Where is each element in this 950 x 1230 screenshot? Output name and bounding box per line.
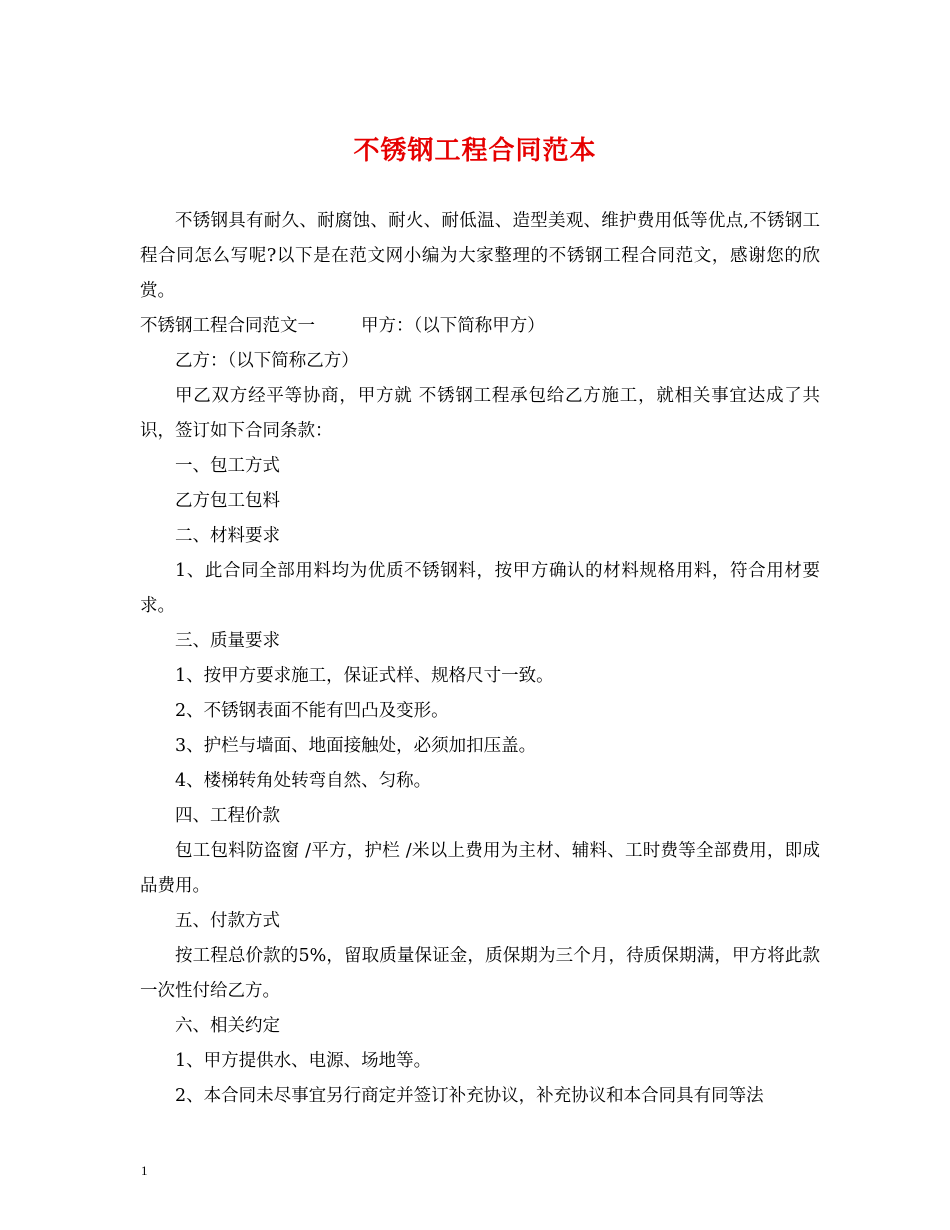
clause3-item4: 4、楼梯转角处转弯自然、匀称。: [175, 771, 432, 791]
clause6-item1: 1、甲方提供水、电源、场地等。: [175, 1051, 432, 1071]
clause4-text: 包工包料防盗窗 /平方，护栏 /米以上费用为主材、辅料、工时费等全部费用，即成品费用。: [140, 841, 820, 896]
clause5-heading: 五、付款方式: [175, 911, 280, 931]
clause3-item3: 3、护栏与墙面、地面接触处，必须加扣压盖。: [175, 736, 537, 756]
clause4-heading: 四、工程价款: [175, 806, 280, 826]
document-body: [140, 204, 820, 1114]
intro-paragraph: 不锈钢具有耐久、耐腐蚀、耐火、耐低温、造型美观、维护费用低等优点,不锈钢工程合同怎么写呢?以下是在范文网小编为大家整理的不锈钢工程合同范文，感谢您的欣赏。: [140, 211, 820, 301]
document-title: 不锈钢工程合同范本: [353, 136, 597, 166]
preamble-paragraph: 甲乙双方经平等协商，甲方就 不锈钢工程承包给乙方施工，就相关事宜达成了共识，签订如下合同条款：: [140, 386, 820, 441]
clause1-text: 乙方包工包料: [175, 491, 280, 511]
page-number: 1: [141, 1163, 148, 1178]
clause3-item2: 2、不锈钢表面不能有凹凸及变形。: [175, 701, 449, 721]
clause3-heading: 三、质量要求: [175, 631, 280, 651]
section-label: 不锈钢工程合同范文一: [140, 316, 315, 336]
clause2-item1: 1、此合同全部用料均为优质不锈钢料，按甲方确认的材料规格用料，符合用材要求。: [140, 561, 820, 616]
clause6-item2: 2、本合同未尽事宜另行商定并签订补充协议，补充协议和本合同具有同等法: [175, 1086, 764, 1106]
clause6-heading: 六、相关约定: [175, 1016, 280, 1036]
party-b-line: 乙方：（以下简称乙方）: [175, 351, 359, 371]
clause5-text: 按工程总价款的5%，留取质量保证金，质保期为三个月，待质保期满，甲方将此款一次性付给乙方。: [140, 946, 820, 1001]
clause1-heading: 一、包工方式: [175, 456, 280, 476]
clause2-heading: 二、材料要求: [175, 526, 280, 546]
party-a-line: 甲方：（以下简称甲方）: [361, 316, 545, 336]
clause3-item1: 1、按甲方要求施工，保证式样、规格尺寸一致。: [175, 666, 554, 686]
section-line: [140, 309, 820, 344]
